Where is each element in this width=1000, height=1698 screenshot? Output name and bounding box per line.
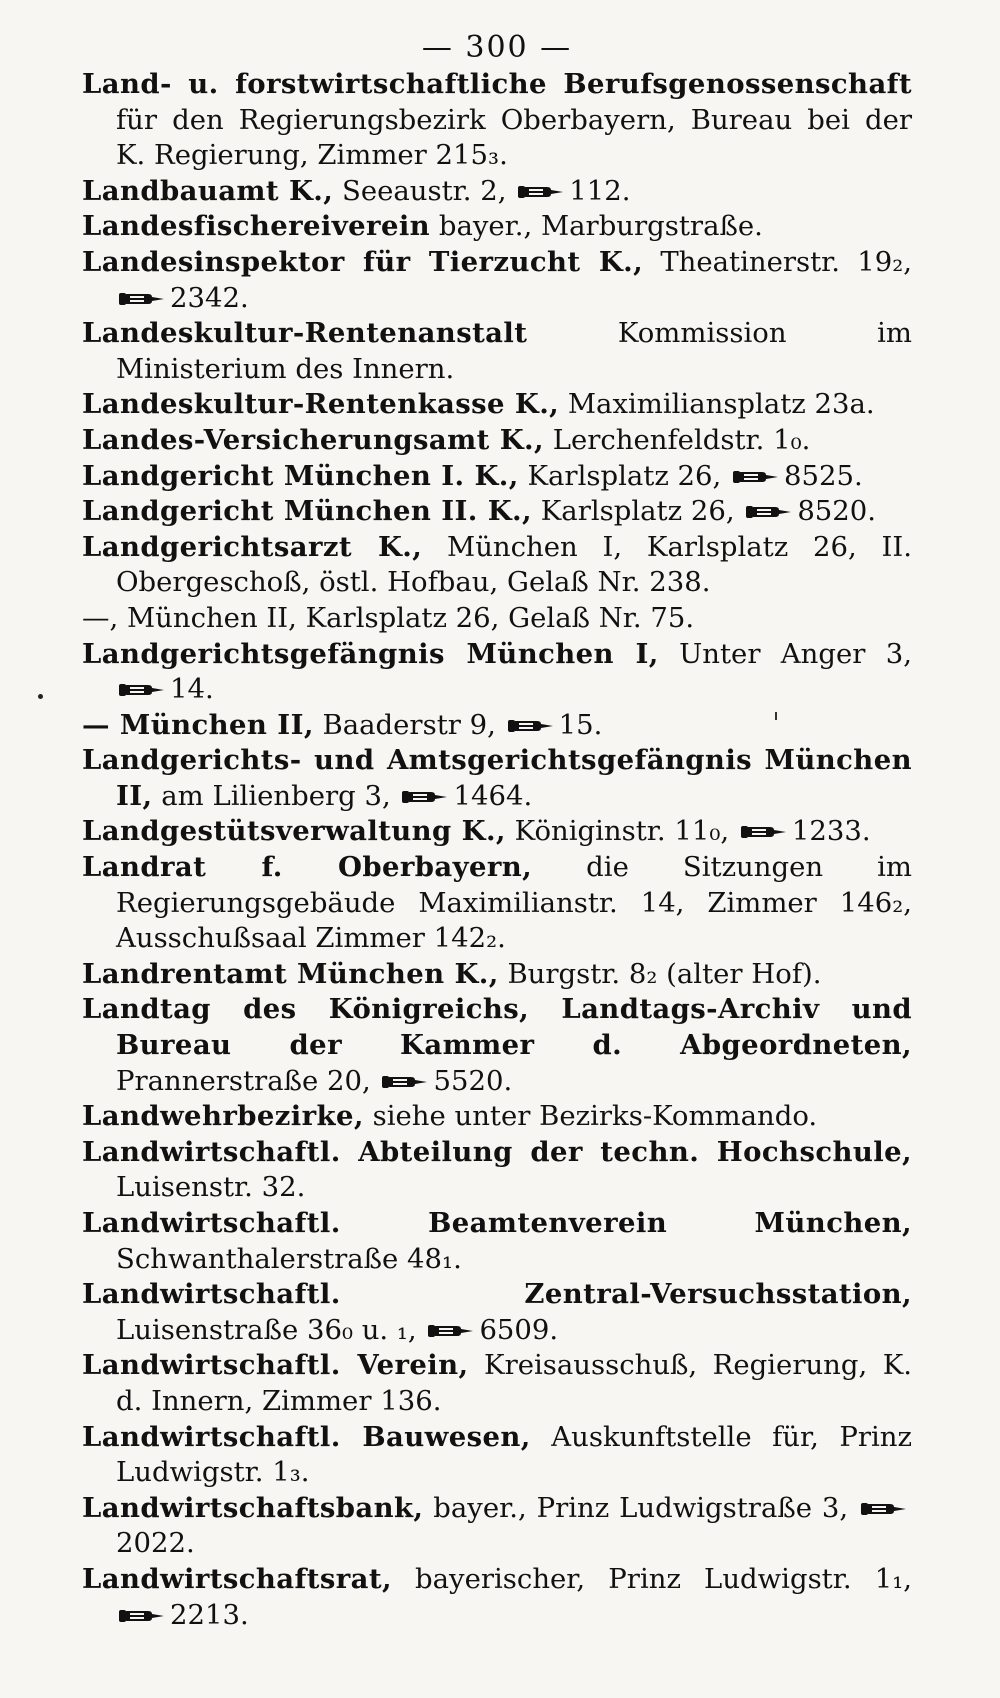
entry-text: Theatinerstr. 19₂, — [643, 245, 912, 278]
entry-heading: Landgerichts- und Amtsgerichtsgefängnis München II, — [82, 744, 912, 812]
entry-text: Auskunftstelle für, Prinz Ludwigstr. 1₃. — [116, 1420, 912, 1489]
entry-heading: Landeskultur-Rentenanstalt — [82, 317, 528, 350]
list-item — [82, 1420, 912, 1491]
telephone-icon — [517, 183, 565, 201]
entry-heading: Landrat f. Oberbayern, — [82, 851, 533, 884]
telephone-icon — [427, 1322, 475, 1340]
list-item — [82, 209, 912, 245]
entry-text: Luisenstraße 36₀ u. ₁, — [116, 1313, 417, 1346]
entry-text: am Lilienberg 3, — [152, 779, 391, 812]
list-item — [82, 423, 912, 459]
list-item — [82, 1348, 912, 1419]
entry-heading: — München II, — [82, 708, 314, 741]
list-item — [82, 1491, 912, 1562]
entry-heading: Landesfischereiverein — [82, 210, 431, 243]
list-item — [82, 1135, 912, 1206]
entry-heading: Landwehrbezirke, — [82, 1100, 364, 1133]
telephone-icon — [118, 681, 166, 699]
entry-heading: Landwirtschaftl. Beamtenverein München, — [82, 1207, 912, 1239]
entry-text: München I, Karlsplatz 26, II. Obergeschoß, östl. Hofbau, Gelaß Nr. 238. — [116, 530, 912, 599]
entry-heading: Landes-Versicherungsamt K., — [82, 423, 544, 456]
entry-text: Baaderstr 9, — [313, 708, 496, 741]
entry-heading: Landgericht München II. K., — [82, 495, 533, 528]
list-item — [82, 637, 912, 708]
phone-number: 2213. — [170, 1598, 249, 1631]
phone-number: 8525. — [784, 459, 863, 492]
entry-heading: Landwirtschaftl. Bauwesen, — [82, 1420, 531, 1453]
list-item — [82, 708, 912, 744]
entry-text: siehe unter Bezirks-Kommando. — [363, 1100, 818, 1133]
entry-heading: Landeskultur-Rentenkasse K., — [82, 388, 560, 421]
entry-heading: Landgericht München I. K., — [82, 459, 519, 492]
entry-heading: Landrentamt München K., — [82, 957, 499, 990]
entry-text: Maximiliansplatz 23a. — [559, 388, 875, 421]
entry-heading: Landesinspektor für Tierzucht K., — [82, 245, 644, 278]
phone-number: 2342. — [170, 281, 249, 314]
entry-text: Prannerstraße 20, — [116, 1064, 371, 1097]
entry-heading: Landgerichtsarzt K., — [82, 530, 423, 563]
entry-text: bayer., Prinz Ludwigstraße 3, — [423, 1491, 849, 1524]
phone-number: 15. — [558, 708, 603, 741]
phone-number: 14. — [170, 673, 214, 706]
entry-heading: Landbauamt K., — [82, 174, 334, 207]
entry-heading: Land- u. forstwirtschaftliche Berufsgenossenschaft — [82, 68, 912, 100]
phone-number: 1233. — [791, 815, 871, 848]
entry-text: Unter Anger 3, — [658, 637, 912, 670]
list-item — [82, 387, 912, 423]
telephone-icon — [732, 468, 780, 486]
entry-text: Karlsplatz 26, — [518, 459, 722, 492]
telephone-icon — [745, 503, 793, 521]
entry-heading: Landwirtschaftl. Zentral-Versuchsstation, — [82, 1278, 912, 1311]
list-item — [82, 957, 912, 993]
print-mark — [775, 712, 777, 720]
entry-text: Luisenstr. 32. — [116, 1171, 306, 1204]
entry-text: bayerischer, Prinz Ludwigstr. 1₁, — [391, 1562, 912, 1595]
entry-text: —, München II, Karlsplatz 26, Gelaß Nr. 75. — [82, 601, 695, 634]
list-item — [82, 316, 912, 387]
telephone-icon — [118, 1607, 166, 1625]
list-item — [82, 245, 912, 316]
entry-heading: Landgestütsverwaltung K., — [82, 815, 506, 848]
entry-heading: Landtag des Königreichs, Landtags-Archiv und Bureau der Kammer d. Abgeordneten, — [82, 993, 912, 1062]
list-item — [82, 1206, 912, 1277]
entry-text: Königinstr. 11₀, — [505, 815, 730, 848]
entry-text: für den Regierungsbezirk Oberbayern, Bureau bei der K. Regierung, Zimmer 215₃. — [116, 103, 912, 172]
list-item — [82, 459, 912, 495]
entry-heading: Landgerichtsgefängnis München I, — [82, 637, 659, 670]
telephone-icon — [860, 1500, 908, 1518]
list-item — [82, 814, 912, 850]
entry-heading: Landwirtschaftsbank, — [82, 1491, 424, 1524]
list-item — [82, 850, 912, 957]
list-item — [82, 1099, 912, 1135]
telephone-icon — [507, 717, 555, 735]
telephone-icon — [381, 1073, 429, 1091]
list-item — [82, 494, 912, 530]
entry-text: Lerchenfeldstr. 1₀. — [543, 423, 811, 456]
list-item — [82, 743, 912, 814]
phone-number: 8520. — [797, 495, 877, 528]
entry-text: Kommission im Ministerium des Innern. — [116, 317, 912, 385]
list-item — [82, 601, 912, 637]
page-number: — 300 — — [421, 30, 573, 65]
phone-number: 2022. — [116, 1527, 195, 1560]
telephone-icon — [401, 788, 449, 806]
entry-text: Seeaustr. 2, — [333, 174, 507, 207]
phone-number: 5520. — [433, 1064, 513, 1097]
entry-heading: Landwirtschaftl. Abteilung der techn. Hochschule, — [82, 1135, 912, 1168]
entry-text: Burgstr. 8₂ (alter Hof). — [498, 957, 822, 990]
telephone-icon — [118, 290, 166, 308]
list-item — [82, 174, 912, 210]
list-item — [82, 530, 912, 601]
phone-number: 1464. — [453, 779, 533, 812]
print-speck — [38, 694, 43, 699]
entry-text: bayer., Marburgstraße. — [430, 210, 763, 243]
entry-text: Kreisausschuß, Regierung, K. d. Innern, Zimmer 136. — [116, 1349, 913, 1417]
entry-text: Schwanthalerstraße 48₁. — [116, 1242, 462, 1275]
list-item — [82, 1277, 912, 1348]
telephone-icon — [740, 823, 788, 841]
list-item — [82, 1562, 912, 1633]
list-item — [82, 67, 912, 174]
list-item — [82, 992, 912, 1099]
phone-number: 6509. — [479, 1313, 559, 1346]
entry-text: Karlsplatz 26, — [532, 495, 735, 528]
entry-list — [82, 67, 912, 1633]
entry-heading: Landwirtschaftsrat, — [82, 1562, 392, 1595]
entry-text: die Sitzungen im Regierungsgebäude Maximilianstr. 14, Zimmer 146₂, Ausschußsaal Zimmer 142₂. — [116, 851, 912, 955]
phone-number: 112. — [569, 174, 631, 207]
entry-heading: Landwirtschaftl. Verein, — [82, 1349, 469, 1382]
